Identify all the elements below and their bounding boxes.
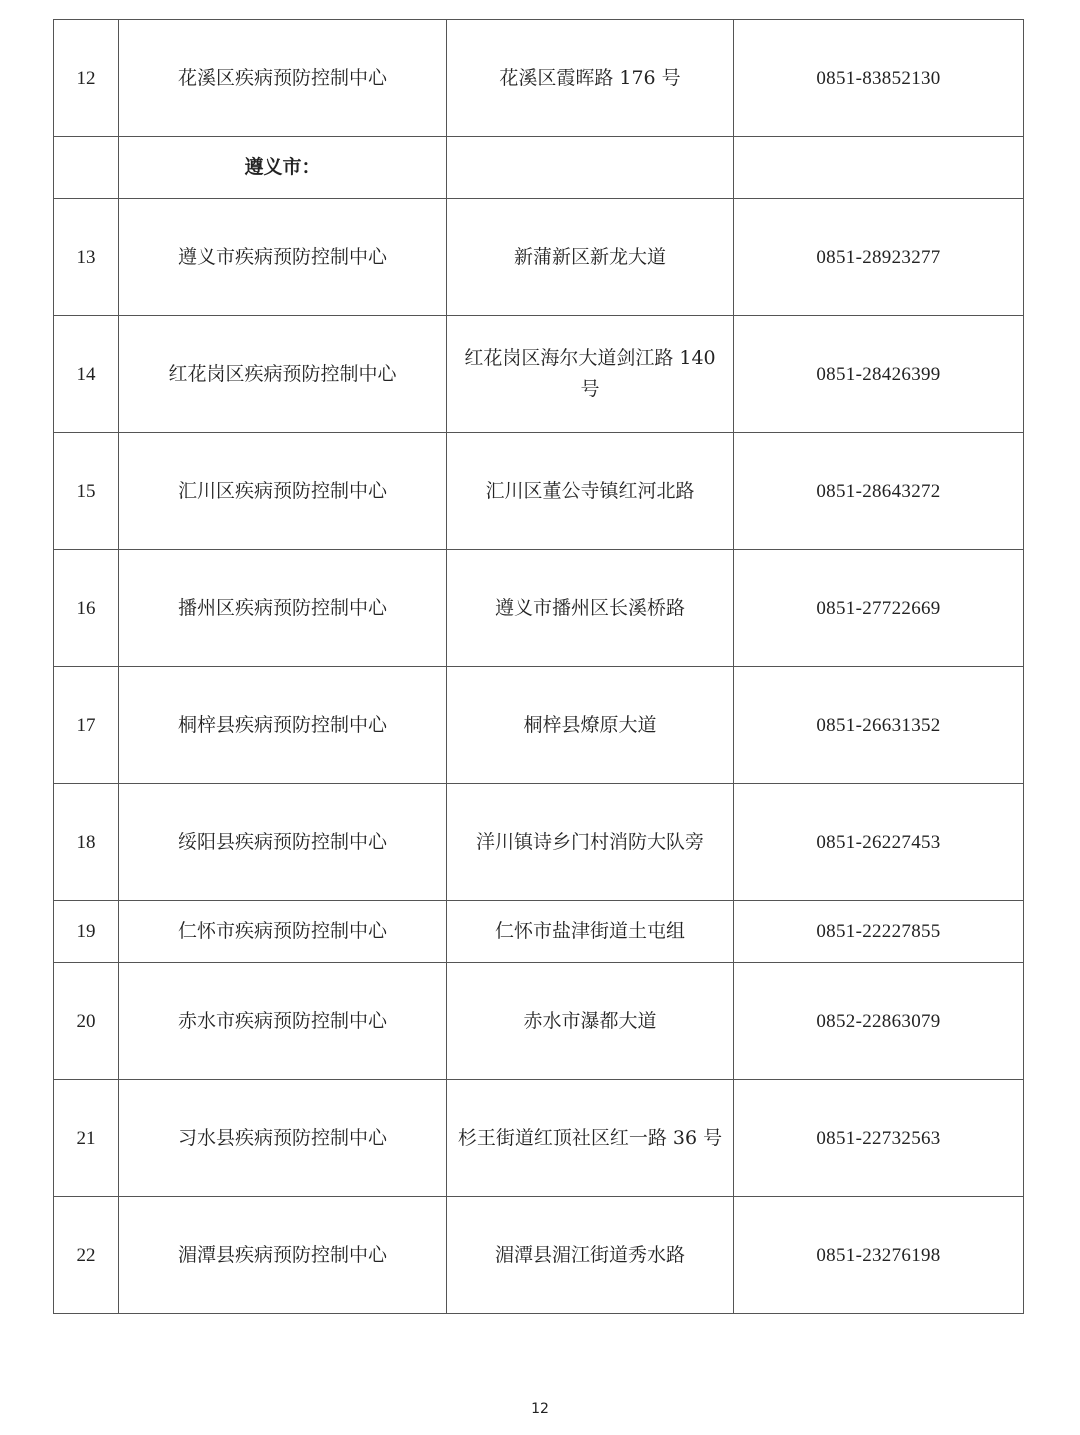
center-address: 湄潭县湄江街道秀水路 — [447, 1197, 734, 1314]
row-number: 12 — [54, 20, 119, 137]
center-phone: 0851-26227453 — [734, 784, 1024, 901]
center-phone: 0851-26631352 — [734, 667, 1024, 784]
section-empty-cell — [54, 137, 119, 199]
table-row — [54, 1080, 1024, 1197]
page-number: 12 — [531, 1401, 549, 1417]
center-name: 桐梓县疾病预防控制中心 — [119, 667, 447, 784]
row-number: 18 — [54, 784, 119, 901]
center-name: 播州区疾病预防控制中心 — [119, 550, 447, 667]
center-phone: 0851-28923277 — [734, 199, 1024, 316]
table-row — [54, 901, 1024, 963]
section-header-row — [54, 137, 1024, 199]
cdc-directory-table — [53, 19, 1024, 1314]
table-row — [54, 199, 1024, 316]
center-address: 汇川区董公寺镇红河北路 — [447, 433, 734, 550]
table-row — [54, 550, 1024, 667]
center-address: 遵义市播州区长溪桥路 — [447, 550, 734, 667]
row-number: 20 — [54, 963, 119, 1080]
row-number: 13 — [54, 199, 119, 316]
center-name: 仁怀市疾病预防控制中心 — [119, 901, 447, 963]
center-phone: 0851-22227855 — [734, 901, 1024, 963]
row-number: 17 — [54, 667, 119, 784]
row-number: 21 — [54, 1080, 119, 1197]
center-phone: 0851-23276198 — [734, 1197, 1024, 1314]
center-phone: 0851-83852130 — [734, 20, 1024, 137]
center-name: 红花岗区疾病预防控制中心 — [119, 316, 447, 433]
row-number: 16 — [54, 550, 119, 667]
section-empty-cell — [447, 137, 734, 199]
center-address: 赤水市瀑都大道 — [447, 963, 734, 1080]
center-phone: 0851-28643272 — [734, 433, 1024, 550]
center-phone: 0851-27722669 — [734, 550, 1024, 667]
table-row — [54, 433, 1024, 550]
row-number: 15 — [54, 433, 119, 550]
table-row — [54, 20, 1024, 137]
center-name: 遵义市疾病预防控制中心 — [119, 199, 447, 316]
center-name: 习水县疾病预防控制中心 — [119, 1080, 447, 1197]
table-row — [54, 316, 1024, 433]
table-row — [54, 1197, 1024, 1314]
row-number: 22 — [54, 1197, 119, 1314]
row-number: 19 — [54, 901, 119, 963]
center-name: 湄潭县疾病预防控制中心 — [119, 1197, 447, 1314]
center-address: 杉王街道红顶社区红一路 36 号 — [447, 1080, 734, 1197]
center-phone: 0851-22732563 — [734, 1080, 1024, 1197]
center-address: 红花岗区海尔大道剑江路 140 号 — [447, 316, 734, 433]
table-row — [54, 784, 1024, 901]
center-address: 新蒲新区新龙大道 — [447, 199, 734, 316]
center-name: 赤水市疾病预防控制中心 — [119, 963, 447, 1080]
section-empty-cell — [734, 137, 1024, 199]
center-name: 汇川区疾病预防控制中心 — [119, 433, 447, 550]
center-address: 花溪区霞晖路 176 号 — [447, 20, 734, 137]
table-row — [54, 963, 1024, 1080]
center-name: 绥阳县疾病预防控制中心 — [119, 784, 447, 901]
row-number: 14 — [54, 316, 119, 433]
center-phone: 0851-28426399 — [734, 316, 1024, 433]
center-phone: 0852-22863079 — [734, 963, 1024, 1080]
table-row — [54, 667, 1024, 784]
center-address: 仁怀市盐津街道土屯组 — [447, 901, 734, 963]
center-name: 花溪区疾病预防控制中心 — [119, 20, 447, 137]
center-address: 桐梓县燎原大道 — [447, 667, 734, 784]
center-address: 洋川镇诗乡门村消防大队旁 — [447, 784, 734, 901]
section-title: 遵义市： — [119, 137, 447, 199]
